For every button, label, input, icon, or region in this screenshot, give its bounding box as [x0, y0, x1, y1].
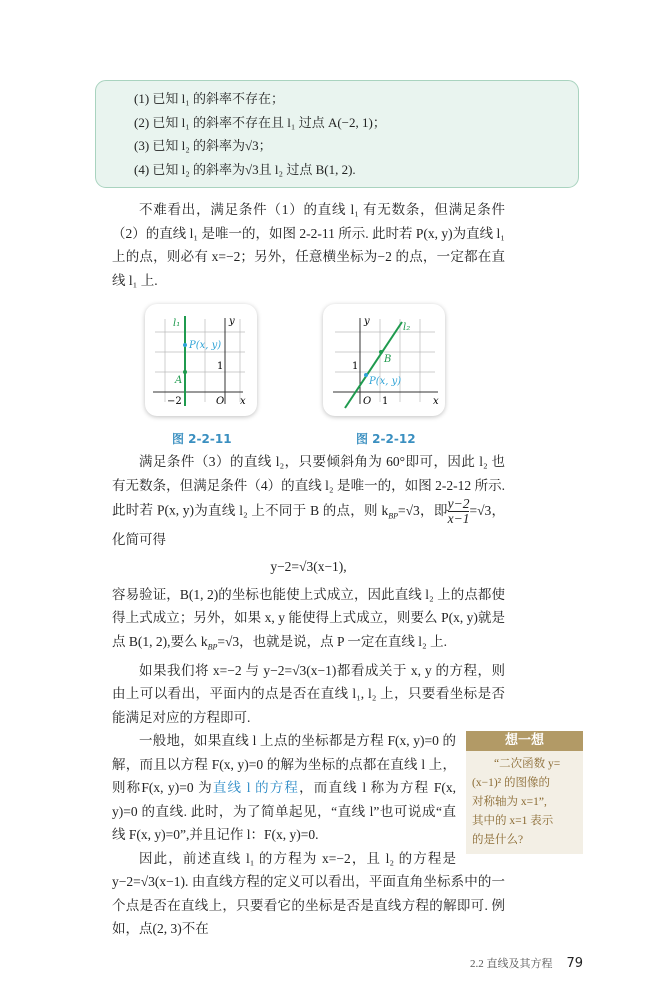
paragraph-line: 一般地，如果直线 l 上点的坐标都是方程 F(x, y)=0 的解，: [112, 733, 456, 772]
paragraph-line: 满足条件（3）的直线 l₂，只要倾斜角为 60°即可，因此 l₂ 也有无数条，: [112, 454, 505, 493]
point-p: [183, 343, 187, 347]
sidebar-line: 其中的 x=1 表示: [472, 815, 554, 828]
paragraph-line: 对应的方程即可.: [152, 709, 251, 725]
origin-label: O: [363, 396, 372, 407]
point-a-label: A: [175, 375, 183, 386]
figure-caption: 图 2-2-12: [356, 432, 416, 446]
paragraph-line: 直线. 此时，为了简单起见，“直线 l”也可说成“直线 F(x, y)=0”,: [112, 803, 457, 843]
paragraph-5: [112, 847, 505, 941]
x-axis-label: x: [240, 396, 246, 407]
paragraph-line: √3(x−1). 由直线方程的定义可以看出，平面直角坐标系中的一个点是否: [112, 874, 505, 913]
think-sidebar: [466, 731, 583, 854]
line-label: l₂: [403, 322, 411, 333]
paragraph-line: 在直线上，只要看它的坐标是否是直线方程的解即可. 例如，点(2, 3)不在: [112, 897, 506, 937]
point-b-label: B: [384, 354, 392, 365]
point-p-label: P(x, y): [189, 340, 222, 351]
paragraph-3: [112, 659, 505, 730]
paragraph-line: 容易验证，B(1, 2)的坐标也能使上式成立，因此直线 l₂ 上的点都使得上: [112, 586, 505, 626]
line-label: l₁: [173, 318, 181, 329]
point-p-label: P(x, y): [369, 376, 402, 387]
figure-2-2-12: [323, 304, 445, 416]
equation: y−2=√3(x−1),: [270, 559, 347, 575]
y-axis-label: y: [364, 316, 370, 327]
page-content: [112, 0, 583, 991]
figures-row: [112, 304, 505, 444]
x-tick-label: −2: [167, 396, 182, 407]
point-a: [183, 370, 187, 374]
sidebar-title: 想一想: [466, 731, 583, 751]
sidebar-line: 对称轴为 x=1”,: [472, 796, 547, 809]
y-axis-label: y: [229, 316, 235, 327]
paragraph-2: [112, 450, 505, 551]
paragraph-line: 因此，前述直线 l₁ 的方程为 x=−2，且 l₂ 的方程是 y−2=: [112, 850, 456, 890]
paragraph-2-cont: [112, 583, 505, 659]
y-tick-label: 1: [217, 361, 224, 372]
paragraph-line: 有 x=−2；另外，任意横坐标为−2 的点，一定都在直线 l₁ 上.: [112, 249, 506, 288]
point-b: [379, 350, 383, 354]
figure-caption: 图 2-2-11: [172, 432, 232, 446]
footer-section: 2.2 直线及其方程: [469, 957, 553, 970]
conditions-box: [95, 80, 579, 188]
condition-2: (2) 已知 l₁ 的斜率不存在且 l₁ 过点 A(−2, 1)；: [134, 114, 386, 130]
paragraph-line: 线 l₁ 是唯一的，如图 2-2-11 所示. 此时若 P(x, y)为直线 l₁ 上的点，则必: [112, 225, 505, 264]
paragraph-line: F(x, y)=0 为直线 l 的方程，而直线 l 称为方程 F(x, y)=0 的: [112, 780, 456, 819]
paragraph-line: 如果我们将 x=−2 与 y−2=√3(x−1)都看成关于 x, y 的方程，则: [139, 662, 505, 678]
origin-label: O: [216, 396, 225, 407]
paragraph-line: 由上可以看出，平面内的点是否在直线 l₁, l₂ 上，只要看坐标是否能满足: [112, 686, 505, 725]
page-number: 79: [566, 955, 583, 971]
fraction: $\frac{y-2}{x-1}$: [447, 496, 470, 526]
y-tick-label: 1: [352, 361, 359, 372]
term-line-equation: 直线 l 的方程: [212, 780, 300, 796]
condition-1: (1) 已知 l₁ 的斜率不存在；: [134, 91, 285, 106]
condition-3: (3) 已知 l₂ 的斜率为√3；: [134, 138, 272, 153]
paragraph-line: 式成立；另外，如果 x, y 能使得上式成立，则要么 P(x, y)就是点 B(1, 2),: [112, 610, 506, 649]
paragraph-line-fraction: 为直线 l₂ 上不同于 B 的点，则 $k_{BP}=√3$，即 $\frac{y-2}{x-1}$ =√3，化简可得: [112, 496, 505, 547]
paragraph-line: 但满足条件（4）的直线 l₂ 是唯一的，如图 2-2-12 所示. 此时若 P(x, y): [112, 477, 506, 518]
sidebar-line: 的是什么?: [472, 834, 524, 847]
condition-4: (4) 已知 l₂ 的斜率为√3且 l₂ 过点 B(1, 2).: [134, 161, 356, 177]
paragraph-line: 要么 $k_{BP}=√3$，也就是说，点 P 一定在直线 l₂ 上.: [170, 633, 448, 652]
sidebar-line: (x−1)² 的图像的: [472, 777, 550, 790]
figure-2-2-11: [145, 304, 257, 416]
footer: [112, 955, 583, 971]
paragraph-line: 而且以方程 F(x, y)=0 的解为坐标的点都在直线 l 上，则称: [112, 756, 456, 796]
sidebar-line: “二次函数 y=: [494, 758, 561, 771]
paragraph-4: [112, 729, 505, 847]
paragraph-line: 并且记作 l：F(x, y)=0.: [189, 827, 319, 843]
x-tick-label: 1: [382, 396, 389, 407]
paragraph-line: 不难看出，满足条件（1）的直线 l₁ 有无数条，但满足条件（2）的直: [112, 202, 505, 241]
point-p: [364, 373, 368, 377]
x-axis-label: x: [433, 396, 439, 407]
paragraph-1: [112, 198, 505, 292]
